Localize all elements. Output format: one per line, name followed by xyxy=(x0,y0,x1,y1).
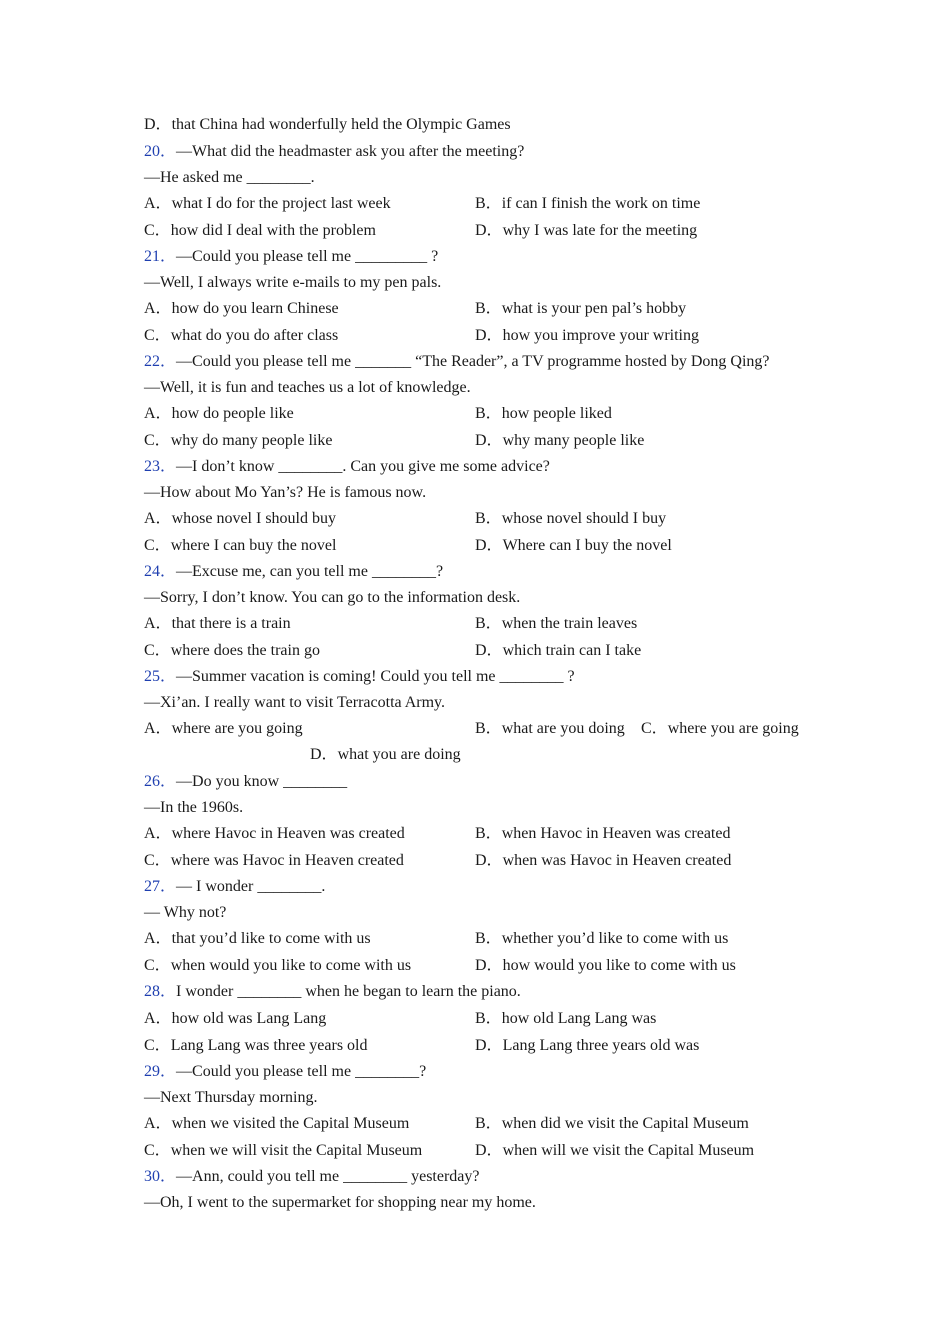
option-a: A．whose novel I should buy xyxy=(144,510,336,527)
option-c: C．Lang Lang was three years old xyxy=(144,1037,368,1054)
option-c: C．where does the train go xyxy=(144,642,320,659)
option-c: C．where you are going xyxy=(641,720,799,737)
question-29-prompt xyxy=(144,1059,824,1085)
question-23-prompt xyxy=(144,454,824,480)
option-d: D．why many people like xyxy=(475,432,645,449)
question-22-reply: —Well, it is fun and teaches us a lot of knowledge. xyxy=(144,379,471,396)
option-b: B．when Havoc in Heaven was created xyxy=(475,825,731,842)
question-26-options-cd xyxy=(144,848,824,874)
question-27-options-cd xyxy=(144,953,824,979)
option-a: A．where Havoc in Heaven was created xyxy=(144,825,405,842)
question-24-prompt xyxy=(144,559,824,585)
option-d: D．what you are doing xyxy=(310,746,461,763)
question-27-options-ab xyxy=(144,926,824,952)
question-text: —Summer vacation is coming! Could you tell me ________ ? xyxy=(176,668,575,685)
option-text: that China had wonderfully held the Olympic Games xyxy=(171,116,511,133)
question-24-reply: —Sorry, I don’t know. You can go to the information desk. xyxy=(144,589,521,606)
option-d-previous xyxy=(144,112,824,138)
question-number: 25． xyxy=(144,668,177,685)
question-30-reply: —Oh, I went to the supermarket for shopping near my home. xyxy=(144,1194,536,1211)
option-c: C．when would you like to come with us xyxy=(144,957,412,974)
question-text: —Could you please tell me _______ “The Reader”, a TV programme hosted by Dong Qing? xyxy=(176,353,770,370)
question-21-reply: —Well, I always write e-mails to my pen pals. xyxy=(144,274,442,291)
option-d: D．Where can I buy the novel xyxy=(475,537,672,554)
question-25-options-d xyxy=(144,742,824,768)
question-number: 22． xyxy=(144,353,177,370)
option-letter: D． xyxy=(144,116,172,133)
option-a: A．how do people like xyxy=(144,405,294,422)
question-text: —Excuse me, can you tell me ________? xyxy=(176,563,444,580)
option-c: C．where was Havoc in Heaven created xyxy=(144,852,404,869)
question-28-options-ab xyxy=(144,1006,824,1032)
question-21-options-ab xyxy=(144,296,824,322)
question-27-prompt xyxy=(144,874,824,900)
question-29-reply: —Next Thursday morning. xyxy=(144,1089,318,1106)
option-a: A．what I do for the project last week xyxy=(144,195,391,212)
question-26-reply: —In the 1960s. xyxy=(144,799,244,816)
option-a: A．when we visited the Capital Museum xyxy=(144,1115,410,1132)
option-c: C．how did I deal with the problem xyxy=(144,222,376,239)
option-d: D．which train can I take xyxy=(475,642,642,659)
question-30-prompt xyxy=(144,1164,824,1190)
option-c: C．what do you do after class xyxy=(144,327,339,344)
option-a: A．that there is a train xyxy=(144,615,291,632)
option-b: B．if can I finish the work on time xyxy=(475,195,701,212)
question-text: — I wonder ________. xyxy=(176,878,326,895)
question-26-prompt xyxy=(144,769,824,795)
question-text: —I don’t know ________. Can you give me some advice? xyxy=(176,458,550,475)
question-28-options-cd xyxy=(144,1033,824,1059)
question-text: —Could you please tell me _________ ? xyxy=(176,248,439,265)
option-d: D．how you improve your writing xyxy=(475,327,699,344)
question-number: 21． xyxy=(144,248,177,265)
question-23-options-cd xyxy=(144,533,824,559)
question-number: 26． xyxy=(144,773,177,790)
option-d: D．when was Havoc in Heaven created xyxy=(475,852,732,869)
question-text: —What did the headmaster ask you after the meeting? xyxy=(176,143,525,160)
question-number: 30． xyxy=(144,1168,177,1185)
option-d: D．how would you like to come with us xyxy=(475,957,736,974)
question-number: 24． xyxy=(144,563,177,580)
question-25-reply: —Xi’an. I really want to visit Terracotta Army. xyxy=(144,694,446,711)
question-26-options-ab xyxy=(144,821,824,847)
option-b: B．how old Lang Lang was xyxy=(475,1010,657,1027)
question-25-options-abc xyxy=(144,716,824,742)
question-20-reply: —He asked me ________. xyxy=(144,169,315,186)
question-29-options-ab xyxy=(144,1111,824,1137)
question-24-options-cd xyxy=(144,638,824,664)
option-a: A．that you’d like to come with us xyxy=(144,930,371,947)
question-21-prompt xyxy=(144,244,824,270)
option-b: B．whose novel should I buy xyxy=(475,510,667,527)
option-b: B．what are you doing xyxy=(475,720,625,737)
option-a: A．where are you going xyxy=(144,720,303,737)
question-number: 29． xyxy=(144,1063,177,1080)
option-b: B．what is your pen pal’s hobby xyxy=(475,300,687,317)
question-23-options-ab xyxy=(144,506,824,532)
question-25-prompt xyxy=(144,664,824,690)
question-number: 20． xyxy=(144,143,177,160)
question-text: I wonder ________ when he began to learn the piano. xyxy=(176,983,521,1000)
option-b: B．whether you’d like to come with us xyxy=(475,930,729,947)
question-22-options-cd xyxy=(144,428,824,454)
option-b: B．when did we visit the Capital Museum xyxy=(475,1115,749,1132)
question-29-options-cd xyxy=(144,1138,824,1164)
question-24-options-ab xyxy=(144,611,824,637)
question-22-prompt xyxy=(144,349,824,375)
question-20-options-ab xyxy=(144,191,824,217)
question-22-options-ab xyxy=(144,401,824,427)
option-c: C．where I can buy the novel xyxy=(144,537,337,554)
question-number: 23． xyxy=(144,458,177,475)
option-d: D．why I was late for the meeting xyxy=(475,222,698,239)
question-21-options-cd xyxy=(144,323,824,349)
question-20-prompt xyxy=(144,139,824,165)
question-text: —Do you know ________ xyxy=(176,773,348,790)
question-28-prompt xyxy=(144,979,824,1005)
option-b: B．how people liked xyxy=(475,405,612,422)
option-b: B．when the train leaves xyxy=(475,615,638,632)
option-a: A．how do you learn Chinese xyxy=(144,300,339,317)
question-text: —Ann, could you tell me ________ yesterday? xyxy=(176,1168,480,1185)
question-text: —Could you please tell me ________? xyxy=(176,1063,427,1080)
option-c: C．why do many people like xyxy=(144,432,333,449)
option-c: C．when we will visit the Capital Museum xyxy=(144,1142,423,1159)
question-number: 27． xyxy=(144,878,177,895)
option-d: D．when will we visit the Capital Museum xyxy=(475,1142,755,1159)
option-a: A．how old was Lang Lang xyxy=(144,1010,327,1027)
question-number: 28． xyxy=(144,983,177,1000)
question-20-options-cd xyxy=(144,218,824,244)
question-27-reply: — Why not? xyxy=(144,904,227,921)
question-23-reply: —How about Mo Yan’s? He is famous now. xyxy=(144,484,427,501)
option-d: D．Lang Lang three years old was xyxy=(475,1037,700,1054)
